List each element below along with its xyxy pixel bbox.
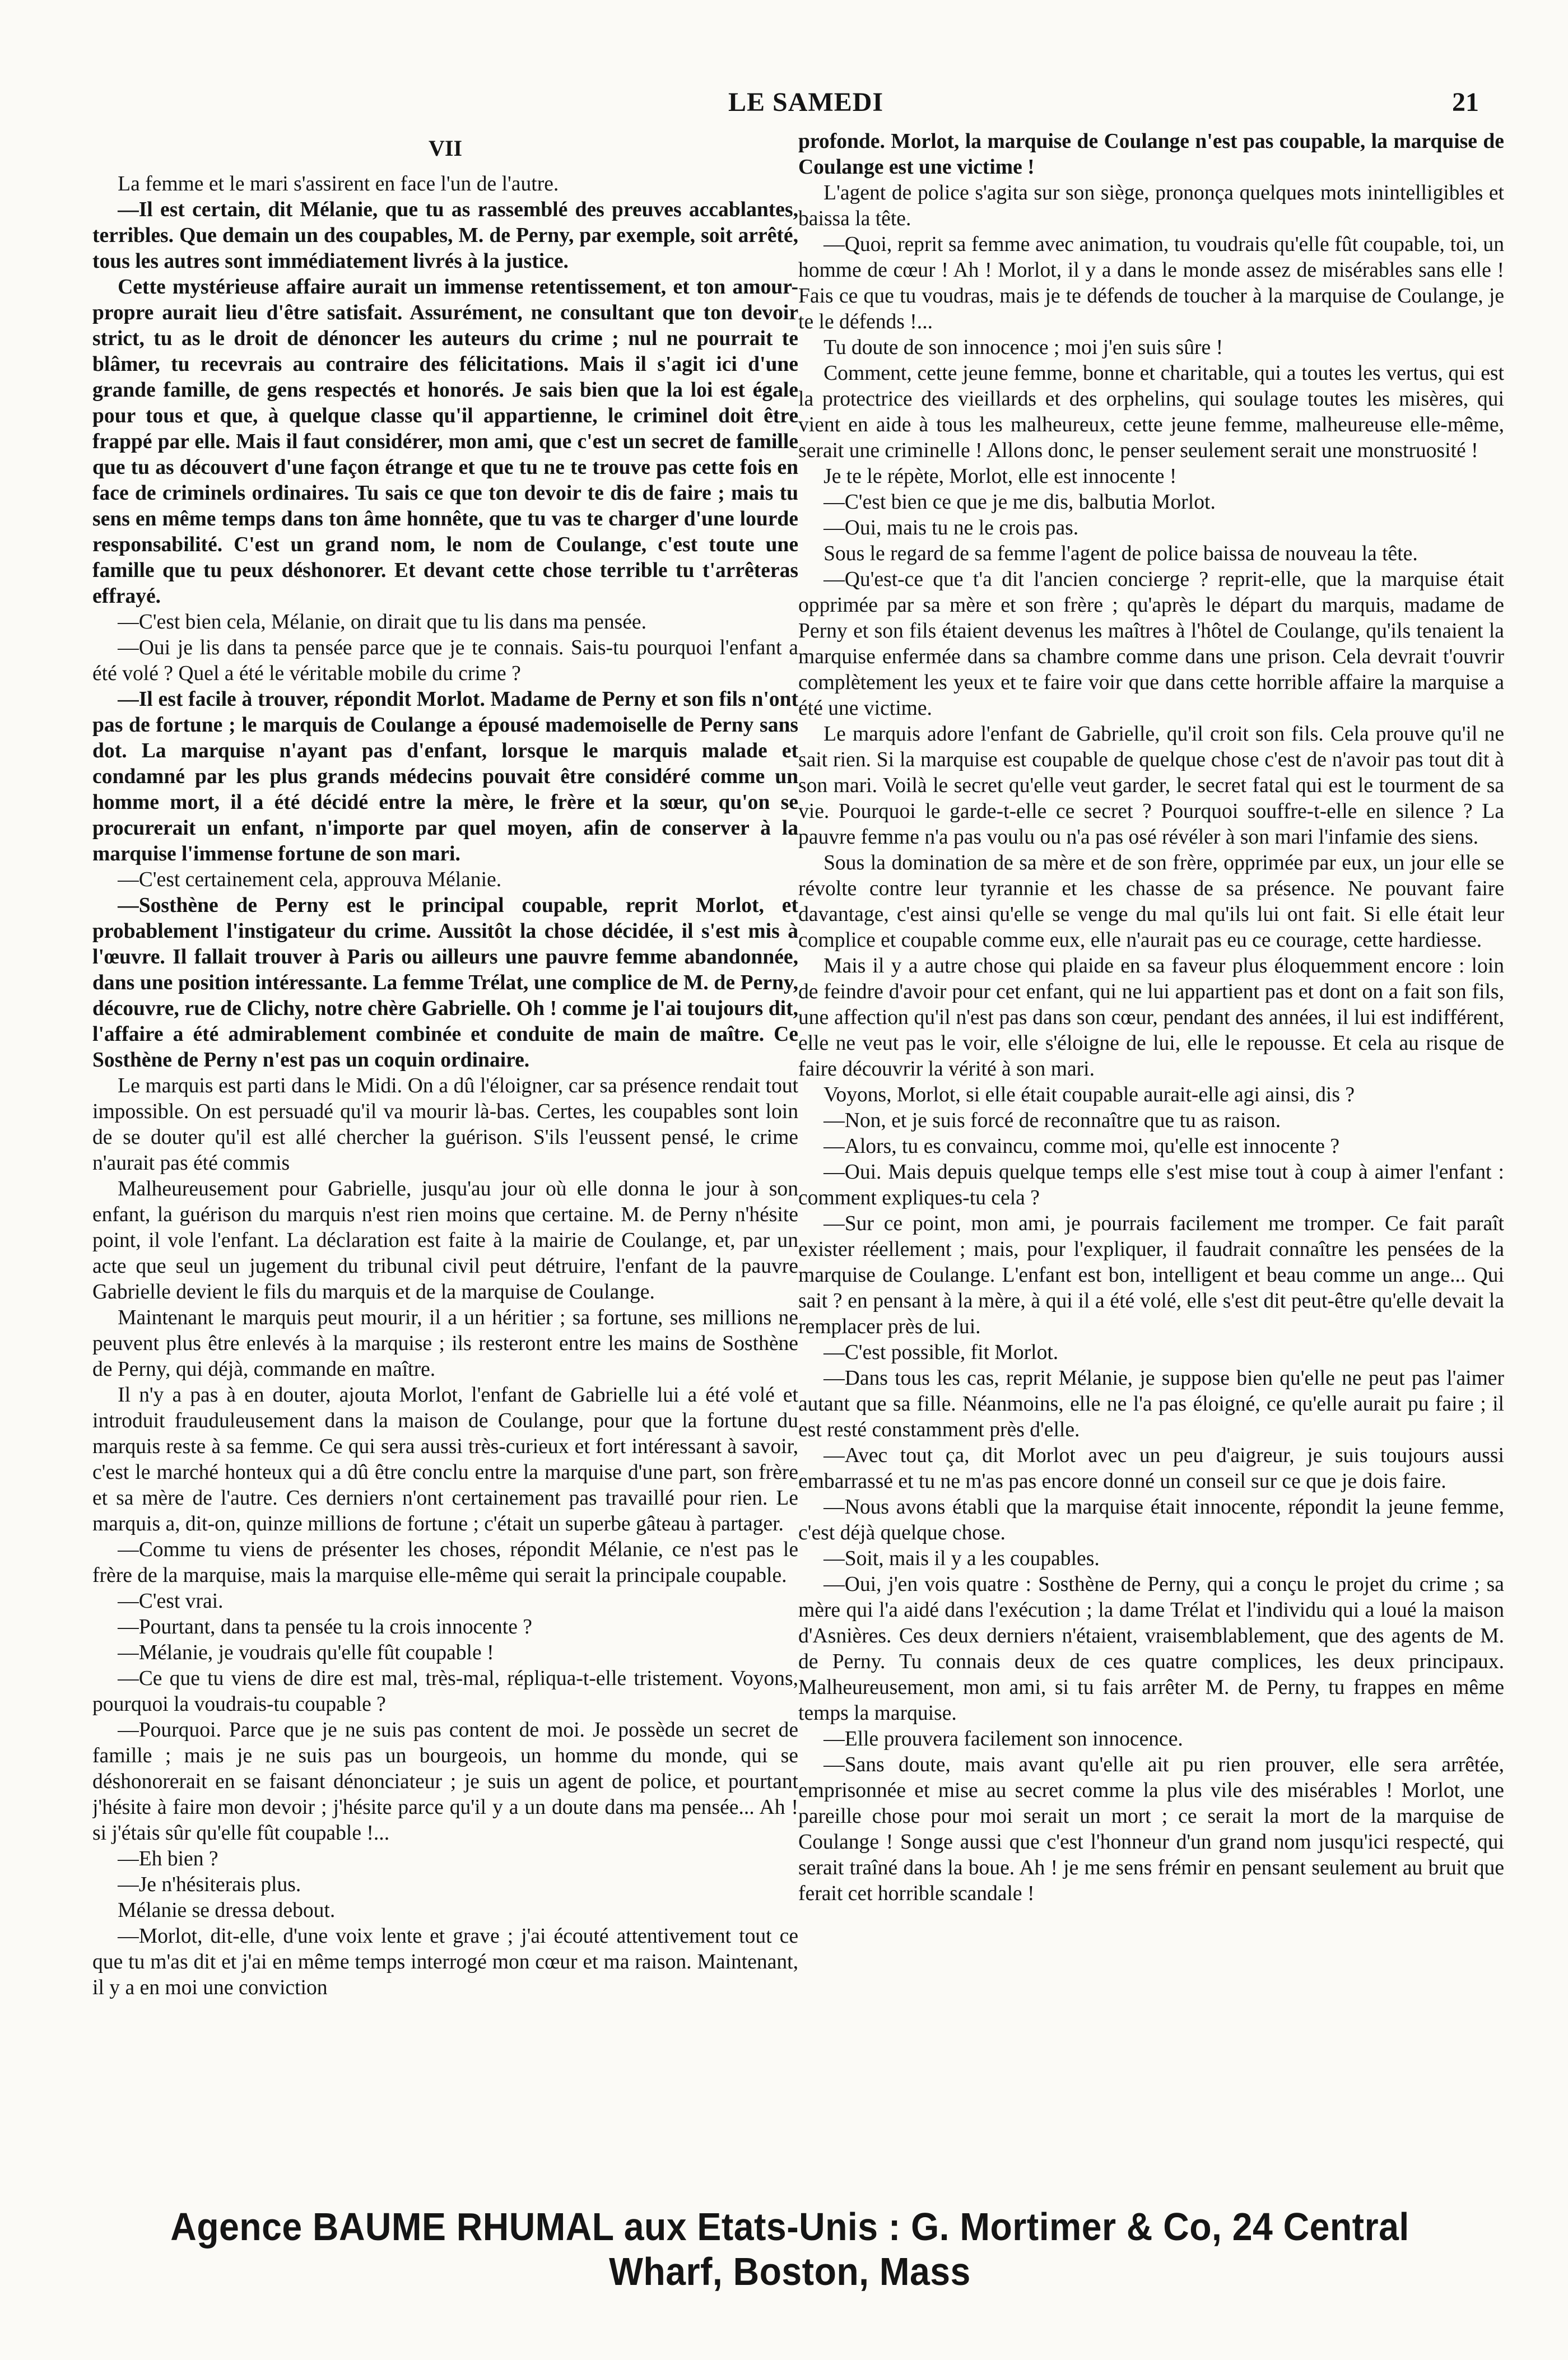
paragraph: Tu doute de son innocence ; moi j'en suis sûre ! [823,336,1223,359]
paragraph: —C'est possible, fit Morlot. [823,1341,1059,1364]
paragraph: —Avec tout ça, dit Morlot avec un peu d'aigreur, je suis toujours aussi embarrassé et tu ne m'as pas encore donné un conseil sur ce que je dois faire. [798,1444,1504,1493]
paragraph: L'agent de police s'agita sur son siège, prononça quelques mots inintelligibles et baissa la tête. [798,181,1504,230]
paragraph: —Je n'hésiterais plus. [118,1873,301,1896]
paragraph: —C'est vrai. [118,1590,224,1613]
paragraph: Malheureusement pour Gabrielle, jusqu'au jour où elle donna le jour à son enfant, la guérison du marquis n'est rien moins que certaine. M. de Perny n'hésite point, il vole l'enfant. La déclaration est faite à la mairie de Coulange, et, par un acte que seul un jugement du tribunal civil peut détruire, l'enfant de la pauvre Gabrielle devient le fils du marquis et de la marquise de Coulange. [92,1177,798,1304]
paragraph: Mélanie se dressa debout. [118,1899,336,1922]
paragraph: —Eh bien ? [118,1847,218,1870]
paragraph: Sous le regard de sa femme l'agent de police baissa de nouveau la tête. [823,542,1418,565]
paragraph: —Oui. Mais depuis quelque temps elle s'est mise tout à coup à aimer l'enfant : comment expliques-tu cela ? [798,1161,1504,1209]
paragraph: —Oui, mais tu ne le crois pas. [823,516,1079,539]
left-column [92,129,798,2173]
paragraph: —Il est facile à trouver, répondit Morlot. Madame de Perny et son fils n'ont pas de fortune ; le marquis de Coulange a épousé mademoiselle de Perny sans dot. La marquise n'ayant pas d'enfant, lorsque le marquis malade et condamné par les plus grands médecins pouvait être considéré comme un homme mort, il a été décidé entre la mère, le frère et la sœur, qu'on se procurerait un enfant, n'importe par quel moyen, afin de conserver à la marquise l'immense fortune de son mari. [92,688,798,865]
paragraph: —C'est bien cela, Mélanie, on dirait que tu lis dans ma pensée. [118,611,646,634]
paragraph: Sous la domination de sa mère et de son frère, opprimée par eux, un jour elle se révolte contre leur tyrannie et les chasse de sa présence. Ne pouvant faire davantage, c'est ainsi qu'elle se venge du mal qu'ils lui ont fait. Si elle était leur complice et coupable comme eux, elle n'aurait pas eu ce courage, cette hardiesse. [798,851,1504,952]
paragraph: Mais il y a autre chose qui plaide en sa faveur plus éloquemment encore : loin de feindre d'avoir pour cet enfant, qui ne lui appartient pas et dont on a fait son fils, une affection qu'il n'est pas dans son cœur, pendant des années, il lui est indifférent, elle ne veut pas le voir, elle s'éloigne de lui, elle le repousse. Et cela au risque de faire découvrir la vérité à son mari. [798,955,1504,1081]
paragraph: —Dans tous les cas, reprit Mélanie, je suppose bien qu'elle ne peut pas l'aimer autant que sa fille. Néanmoins, elle ne l'a pas éloigné, ce qu'elle aurait pu faire ; il est resté constamment près d'elle. [798,1367,1504,1441]
paragraph: —Elle prouvera facilement son innocence. [823,1728,1183,1751]
right-column [798,129,1504,2173]
paragraph: —Nous avons établi que la marquise était innocente, répondit la jeune femme, c'est déjà quelque chose. [798,1496,1504,1544]
paragraph: Je te le répète, Morlot, elle est innocente ! [823,465,1177,488]
paragraph: —Sans doute, mais avant qu'elle ait pu rien prouver, elle sera arrêtée, emprisonnée et mise au secret comme la plus vile des misérables ! Morlot, une pareille chose pour moi serait un mort ; ce serait la mort de la marquise de Coulange ! Songe aussi que c'est l'honneur d'un grand nom jusqu'ici respecté, qui serait traîné dans la boue. Ah ! je me sens frémir en pensant seulement au bruit que ferait cet horrible scandale ! [798,1753,1504,1905]
running-title: LE SAMEDI [728,87,884,117]
chapter-heading: VII [428,136,463,161]
paragraph: —Il est certain, dit Mélanie, que tu as rassemblé des preuves accablantes, terribles. Que demain un des coupables, M. de Perny, par exemple, soit arrêté, tous les autres sont immédiatement livrés à la justice. [92,198,798,273]
paragraph: profonde. Morlot, la marquise de Coulange n'est pas coupable, la marquise de Coulange est une victime ! [798,130,1504,179]
paragraph: —Morlot, dit-elle, d'une voix lente et grave ; j'ai écouté attentivement tout ce que tu m'as dit et j'ai en même temps interrogé mon cœur et ma raison. Maintenant, il y a en moi une conviction [92,1925,798,1999]
paragraph: —Non, et je suis forcé de reconnaître que tu as raison. [823,1109,1281,1132]
paragraph: —Sosthène de Perny est le principal coupable, reprit Morlot, et probablement l'instigateur du crime. Aussitôt la chose décidée, il s'est mis à l'œuvre. Il fallait trouver à Paris ou ailleurs une pauvre femme abandonnée, dans une position intéressante. La femme Trélat, une complice de M. de Perny, découvre, rue de Clichy, notre chère Gabrielle. Oh ! comme je l'ai toujours dit, l'affaire a été admirablement combinée et conduite de main de maître. Ce Sosthène de Perny n'est pas un coquin ordinaire. [92,894,798,1072]
paragraph: Le marquis adore l'enfant de Gabrielle, qu'il croit son fils. Cela prouve qu'il ne sait rien. Si la marquise est coupable de quelque chose c'est de n'avoir pas tout dit à son mari. Voilà le secret qu'elle veut garder, le secret fatal qui est le tourment de sa vie. Pourquoi le garde-t-elle ce secret ? Pourquoi souffre-t-elle en silence ? La pauvre femme n'a pas voulu ou n'a pas osé révéler à son mari l'infamie des siens. [798,723,1504,849]
paragraph: —Sur ce point, mon ami, je pourrais facilement me tromper. Ce fait paraît exister réellement ; mais, pour l'expliquer, il faudrait connaître les pensées de la marquise de Coulange. L'enfant est bon, intelligent et beau comme un ange... Qui sait ? en pensant à la mère, à qui il a été volé, elle s'est dit peut-être qu'elle devait la remplacer près de lui. [798,1212,1504,1338]
paragraph: La femme et le mari s'assirent en face l'un de l'autre. [118,173,559,195]
paragraph: Il n'y a pas à en douter, ajouta Morlot, l'enfant de Gabrielle lui a été volé et introduit frauduleusement dans la maison de Coulange, pour que la fortune du marquis reste à sa femme. Ce qui sera aussi très-curieux et fort intéressant à savoir, c'est le marché honteux qui a dû être conclu entre la marquise d'une part, son frère et sa mère de l'autre. Ces derniers n'ont certainement pas travaillé pour rien. Le marquis a, dit-on, quinze millions de fortune ; c'était un superbe gâteau à partager. [92,1384,798,1535]
paragraph: Comment, cette jeune femme, bonne et charitable, qui a toutes les vertus, qui est la protectrice des vieillards et des orphelins, qui soulage toutes les misères, qui vient en aide à tous les malheureux, cette jeune femme, malheureuse elle-même, serait une criminelle ! Allons donc, le penser seulement serait une monstruosité ! [798,362,1504,462]
paragraph: —Alors, tu es convaincu, comme moi, qu'elle est innocente ? [823,1135,1340,1158]
paragraph: —Comme tu viens de présenter les choses, répondit Mélanie, ce n'est pas le frère de la marquise, mais la marquise elle-même qui serait la principale coupable. [92,1538,798,1587]
paragraph: —C'est certainement cela, approuva Mélanie. [118,868,502,891]
paragraph: —Oui je lis dans ta pensée parce que je te connais. Sais-tu pourquoi l'enfant a été volé ? Quel a été le véritable mobile du crime ? [92,636,798,685]
page-header [728,87,1479,132]
paragraph: Maintenant le marquis peut mourir, il a un héritier ; sa fortune, ses millions ne peuvent plus être enlevés à la marquise ; ils resteront entre les mains de Sosthène de Perny, qui déjà, commande en maître. [92,1306,798,1381]
paragraph: —Quoi, reprit sa femme avec animation, tu voudrais qu'elle fût coupable, toi, un homme de cœur ! Ah ! Morlot, il y a dans le monde assez de misérables sans elle ! Fais ce que tu voudras, mais je te défends de toucher à la marquise de Coulange, je te le défends !... [798,233,1504,333]
paragraph: —C'est bien ce que je me dis, balbutia Morlot. [823,491,1216,514]
paragraph: —Pourquoi. Parce que je ne suis pas content de moi. Je possède un secret de famille ; mais je ne suis pas un bourgeois, un homme du monde, qui se déshonorerait en se faisant dénonciateur ; je suis un agent de police, et pourtant j'hésite à faire mon devoir ; j'hésite parce qu'il y a un doute dans ma pensée... Ah ! si j'étais sûr qu'elle fût coupable !... [92,1719,798,1845]
paragraph: —Qu'est-ce que t'a dit l'ancien concierge ? reprit-elle, que la marquise était opprimée par sa mère et son frère ; qu'après le départ du marquis, madame de Perny et son fils étaient devenus les maîtres à l'hôtel de Coulange, qu'ils tenaient la marquise enfermée dans sa chambre comme dans une prison. Cela devrait t'ouvrir complètement les yeux et te faire voir que dans cette horrible affaire la marquise a été une victime. [798,568,1504,720]
paragraph: —Oui, j'en vois quatre : Sosthène de Perny, qui a conçu le projet du crime ; sa mère qui l'a aidé dans l'exécution ; la dame Trélat et l'individu qui a loué la maison d'Asnières. Ces deux derniers n'étaient, vraisemblablement, que des agents de M. de Perny. Tu connais deux de ces quatre complices, les deux principaux. Malheureusement, mon ami, si tu fais arrêter M. de Perny, tu frappes en même temps la marquise. [798,1573,1504,1725]
paragraph: —Mélanie, je voudrais qu'elle fût coupable ! [118,1641,494,1664]
page-number: 21 [1452,87,1479,117]
paragraph: —Ce que tu viens de dire est mal, très-mal, répliqua-t-elle tristement. Voyons, pourquoi la voudrais-tu coupable ? [92,1667,798,1716]
advertisement-footer: Agence BAUME RHUMAL aux Etats-Unis : G. Mortimer & Co, 24 Central Wharf, Boston, Mass [170,2205,1409,2293]
paragraph: Voyons, Morlot, si elle était coupable aurait-elle agi ainsi, dis ? [823,1083,1355,1106]
paragraph: Cette mystérieuse affaire aurait un immense retentissement, et ton amour-propre aurait lieu d'être satisfait. Assurément, ne consultant que ton devoir strict, tu as le droit de dénoncer les auteurs du crime ; nul ne pourrait te blâmer, tu recevrais au contraire des félicitations. Mais il s'agit ici d'une grande famille, de gens respectés et honorés. Je sais bien que la loi est égale pour tous et que, à quelque classe qu'il appartienne, le criminel doit être frappé par elle. Mais il faut considérer, mon ami, que c'est un secret de famille que tu as découvert d'une façon étrange et que tu ne te trouve pas cette fois en face de criminels ordinaires. Tu sais ce que ton devoir te dis de faire ; mais tu sens en même temps dans ton âme honnête, que tu vas te charger d'une lourde responsabilité. C'est un grand nom, le nom de Coulange, c'est toute une famille que tu peux déshonorer. Et devant cette chose terrible tu t'arrêteras effrayé. [92,276,798,608]
paragraph: Le marquis est parti dans le Midi. On a dû l'éloigner, car sa présence rendait tout impossible. On est persuadé qu'il va mourir là-bas. Certes, les coupables sont loin de se douter qu'il est allé chercher la guérison. S'ils l'eussent pensé, le crime n'aurait pas été commis [92,1074,798,1175]
paragraph: —Pourtant, dans ta pensée tu la crois innocente ? [118,1616,532,1638]
paragraph: —Soit, mais il y a les coupables. [823,1547,1100,1570]
